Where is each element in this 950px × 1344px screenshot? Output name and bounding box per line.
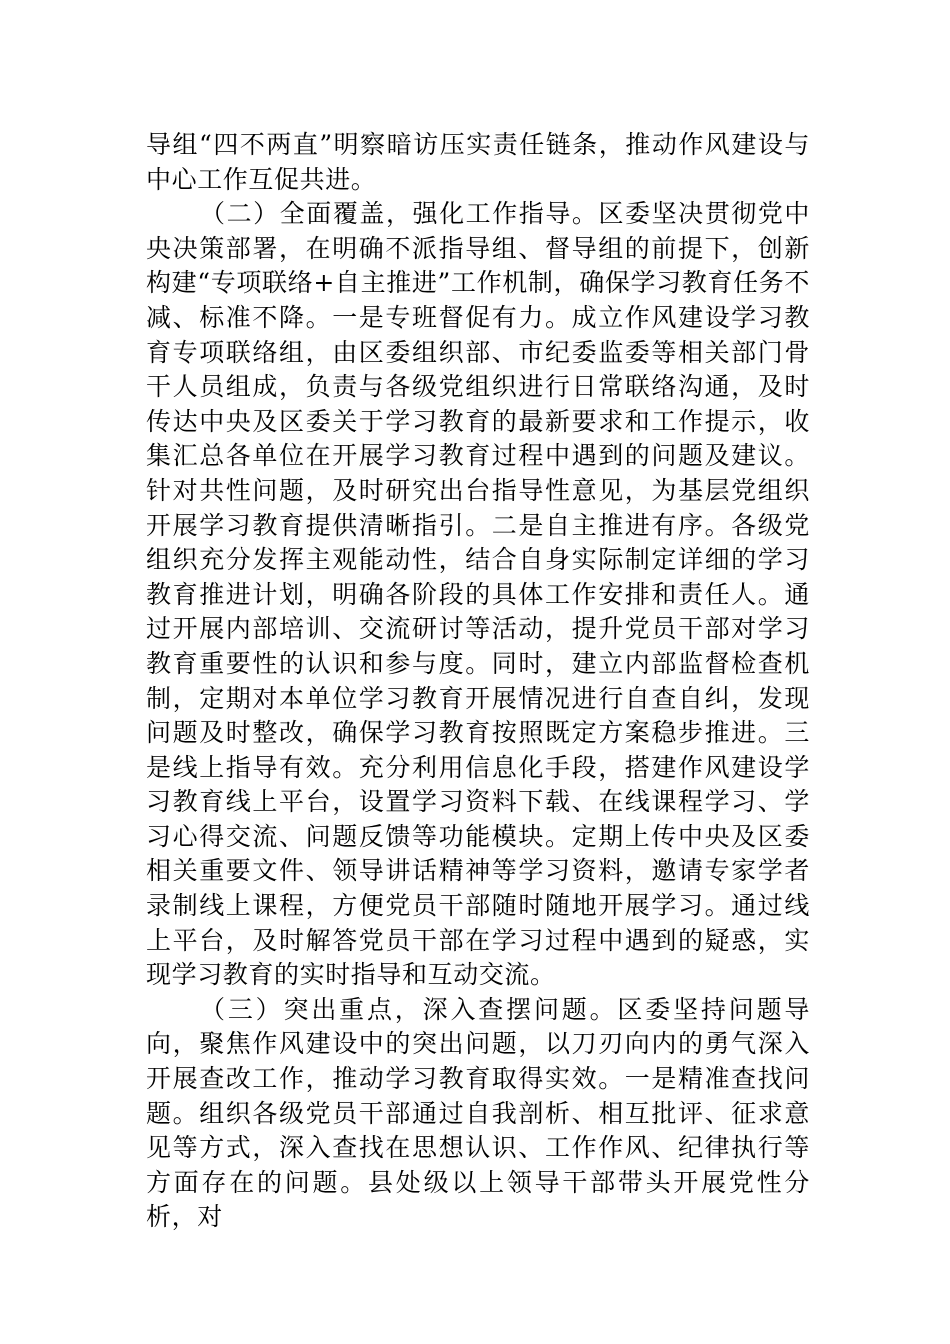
paragraph-section-three: （三）突出重点，深入查摆问题。区委坚持问题导向，聚焦作风建设中的突出问题，以刀刃向内的勇气深入开展查改工作，推动学习教育取得实效。一是精准查找问题。组织各级党员干部通过自我剖析、相互批评、征求意见等方式，深入查找在思想认识、工作作风、纪律执行等方面存在的问题。县处级以上领导干部带头开展党性分析，对: [146, 994, 810, 1232]
paragraph-section-two: （二）全面覆盖，强化工作指导。区委坚决贯彻党中央决策部署，在明确不派指导组、督导组的前提下，创新构建“专项联络+自主推进”工作机制，确保学习教育任务不减、标准不降。一是专班督促有力。成立作风建设学习教育专项联络组，由区委组织部、市纪委监委等相关部门骨干人员组成，负责与各级党组织进行日常联络沟通，及时传达中央及区委关于学习教育的最新要求和工作提示，收集汇总各单位在开展学习教育过程中遇到的问题及建议。针对共性问题，及时研究出台指导性意见，为基层党组织开展学习教育提供清晰指引。二是自主推进有序。各级党组织充分发挥主观能动性，结合自身实际制定详细的学习教育推进计划，明确各阶段的具体工作安排和责任人。通过开展内部培训、交流研讨等活动，提升党员干部对学习教育重要性的认识和参与度。同时，建立内部监督检查机制，定期对本单位学习教育开展情况进行自查自纠，发现问题及时整改，确保学习教育按照既定方案稳步推进。三是线上指导有效。充分利用信息化手段，搭建作风建设学习教育线上平台，设置学习资料下载、在线课程学习、学习心得交流、问题反馈等功能模块。定期上传中央及区委相关重要文件、领导讲话精神等学习资料，邀请专家学者录制线上课程，方便党员干部随时随地开展学习。通过线上平台，及时解答党员干部在学习过程中遇到的疑惑，实现学习教育的实时指导和互动交流。: [146, 199, 810, 990]
document-body: [146, 128, 810, 1235]
paragraph-continuation: 导组“四不两直”明察暗访压实责任链条，推动作风建设与中心工作互促共进。: [146, 130, 810, 194]
